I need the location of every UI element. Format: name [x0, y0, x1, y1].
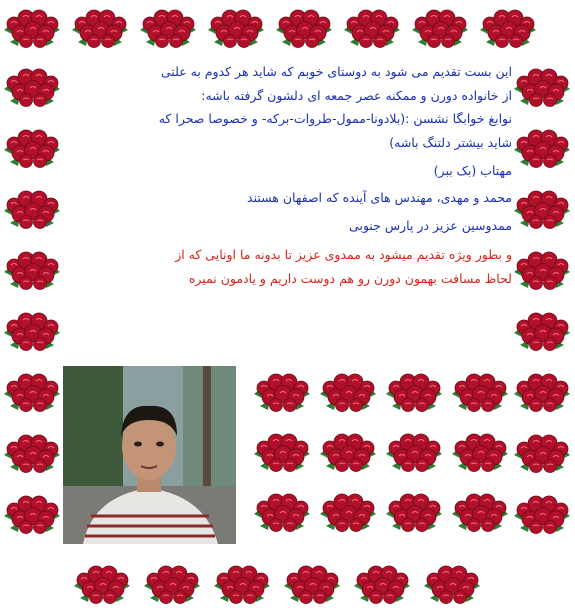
rose-bouquet-icon [382, 484, 446, 534]
dedication-line-8: و بطور ویژه تقدیم میشود به ممدوی عزیز تا بدونه ما اونایی که از [175, 247, 512, 263]
rose-bouquet-icon [448, 484, 512, 534]
rose-bouquet-icon [448, 364, 512, 414]
rose-bouquet-icon [272, 0, 336, 50]
dedication-line-6: محمد و مهدی، مهندس های آینده که اصفهان هستند [247, 190, 512, 206]
dedication-line-1: این بست تقدیم می شود به دوستای خوبم که شاید هر کدوم به علتی [160, 64, 512, 79]
rose-bouquet-icon [510, 59, 574, 109]
rose-bouquet-icon [0, 242, 64, 292]
rose-bouquet-icon [316, 484, 380, 534]
rose-bouquet-icon [448, 424, 512, 474]
rose-bouquet-icon [316, 424, 380, 474]
dedication-line-2: از خانواده دورن و ممکنه عصر جمعه ای دلشون گرفته باشه: [201, 87, 512, 103]
rose-bouquet-icon [0, 364, 64, 414]
rose-bouquet-icon [510, 242, 574, 292]
rose-bouquet-icon [382, 364, 446, 414]
rose-bouquet-icon [250, 364, 314, 414]
rose-bouquet-icon [510, 303, 574, 353]
rose-bouquet-icon [70, 556, 134, 606]
rose-bouquet-icon [408, 0, 472, 50]
rose-bouquet-icon [0, 120, 64, 170]
rose-bouquet-icon [476, 0, 540, 50]
dedication-line-4: شاید بیشتر دلتنگ باشه) [389, 134, 512, 150]
dedication-text [66, 64, 512, 287]
dedication-line-9: لحاظ مسافت بهمون دورن رو هم دوست داریم و یادمون نمیره [188, 271, 512, 286]
rose-bouquet-icon [510, 364, 574, 414]
dedication-line-7: ممدوسین عزیز در پارس جنوبی [349, 217, 512, 233]
rose-bouquet-icon [280, 556, 344, 606]
rose-bouquet-icon [350, 556, 414, 606]
rose-bouquet-icon [0, 181, 64, 231]
rose-bouquet-icon [382, 424, 446, 474]
rose-bouquet-icon [0, 486, 64, 536]
rose-bouquet-icon [0, 303, 64, 353]
rose-bouquet-icon [0, 425, 64, 475]
rose-bouquet-icon [68, 0, 132, 50]
dedication-line-3: نوابغ خوابگا نشسن :(بلادونا-ممول-طروات-برکه- و خصوصا صحرا که [158, 111, 512, 127]
rose-bouquet-icon [136, 0, 200, 50]
rose-bouquet-icon [316, 364, 380, 414]
rose-bouquet-icon [0, 59, 64, 109]
rose-bouquet-icon [340, 0, 404, 50]
rose-bouquet-icon [210, 556, 274, 606]
rose-bouquet-icon [420, 556, 484, 606]
dedication-line-5: مهتاب (بک ببر) [433, 162, 512, 178]
rose-bouquet-icon [250, 484, 314, 534]
rose-bouquet-icon [510, 425, 574, 475]
rose-bouquet-icon [250, 424, 314, 474]
rose-bouquet-icon [0, 0, 64, 50]
rose-bouquet-icon [510, 486, 574, 536]
rose-bouquet-icon [204, 0, 268, 50]
rose-bouquet-icon [510, 181, 574, 231]
rose-bouquet-icon [510, 120, 574, 170]
rose-bouquet-icon [140, 556, 204, 606]
portrait-photo [63, 366, 236, 544]
